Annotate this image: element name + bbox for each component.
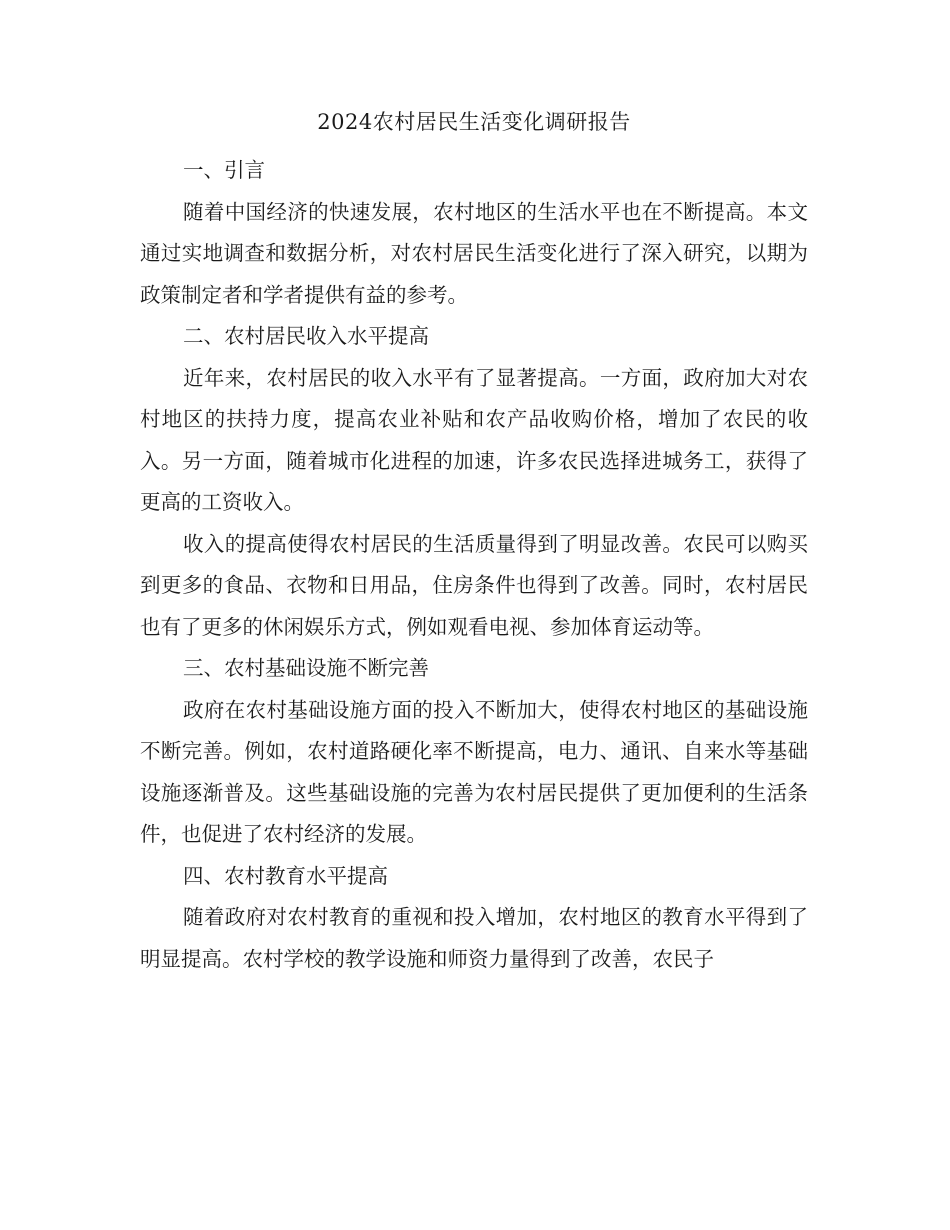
page-title: 2024农村居民生活变化调研报告 <box>317 110 631 134</box>
paragraph-income-1: 近年来，农村居民的收入水平有了显著提高。一方面，政府加大对农村地区的扶持力度，提高农业补贴和农产品收购价格，增加了农民的收入。另一方面，随着城市化进程的加速，许多农民选择进城务工，获得了更高的工资收入。 <box>140 365 808 514</box>
section-heading-infrastructure: 三、农村基础设施不断完善 <box>183 656 429 680</box>
paragraph-education: 随着政府对农村教育的重视和投入增加，农村地区的教育水平得到了明显提高。农村学校的教学设施和师资力量得到了改善，农民子 <box>140 905 808 971</box>
document-page <box>140 102 808 980</box>
section-heading-intro: 一、引言 <box>183 158 265 182</box>
section-heading-income: 二、农村居民收入水平提高 <box>183 324 429 348</box>
paragraph-intro: 随着中国经济的快速发展，农村地区的生活水平也在不断提高。本文通过实地调查和数据分析，对农村居民生活变化进行了深入研究，以期为政策制定者和学者提供有益的参考。 <box>140 199 808 307</box>
paragraph-infrastructure: 政府在农村基础设施方面的投入不断加大，使得农村地区的基础设施不断完善。例如，农村道路硬化率不断提高，电力、通讯、自来水等基础设施逐渐普及。这些基础设施的完善为农村居民提供了更加便利的生活条件，也促进了农村经济的发展。 <box>140 697 808 846</box>
document-body <box>140 150 808 980</box>
paragraph-income-2: 收入的提高使得农村居民的生活质量得到了明显改善。农民可以购买到更多的食品、衣物和日用品，住房条件也得到了改善。同时，农村居民也有了更多的休闲娱乐方式，例如观看电视、参加体育运动等。 <box>140 531 808 639</box>
section-heading-education: 四、农村教育水平提高 <box>183 863 388 888</box>
